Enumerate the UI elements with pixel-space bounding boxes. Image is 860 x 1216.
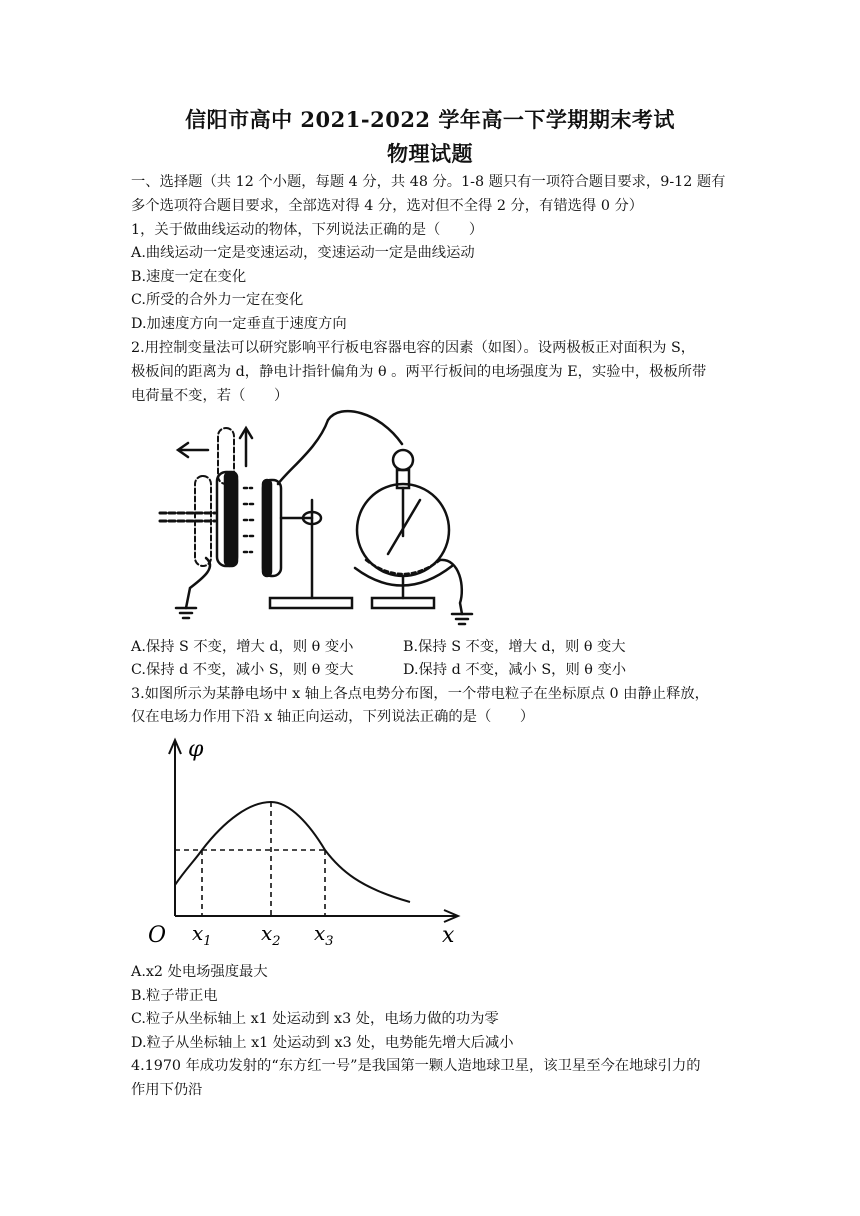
x-axis-label: x [442,923,455,948]
q4-stem-line-2: 作用下仍沿 [131,1082,203,1098]
potential-distribution-graph [140,730,470,955]
q2-option-a: A.保持 S 不变，增大 d，则 θ 变小 [131,639,354,655]
x1-label: $x_1$ [192,921,212,949]
x3-label: $x_3$ [314,921,334,949]
q3-option-c: C.粒子从坐标轴上 x1 处运动到 x3 处，电场力做的功为零 [131,1011,499,1027]
x2-subscript: 2 [272,934,281,949]
q1-option-b: B.速度一定在变化 [131,269,247,285]
q2-stem-line-3: 电荷量不变，若（ ） [131,388,289,404]
q2-stem-line-2: 极板间的距离为 d，静电计指针偏角为 θ 。两平行板间的电场强度为 E，实验中，极板所带 [131,364,707,380]
q2-stem-line-1: 2.用控制变量法可以研究影响平行板电容器电容的因素（如图）。设两极板正对面积为 S， [131,340,696,356]
x3-subscript: 3 [325,934,334,949]
potential-curve [175,802,410,902]
q2-option-b: B.保持 S 不变，增大 d，则 θ 变大 [403,639,626,655]
q1-option-a: A.曲线运动一定是变速运动，变速运动一定是曲线运动 [131,245,475,261]
section-heading-line-1: 一、选择题（共 12 个小题，每题 4 分，共 48 分。1-8 题只有一项符合题目要求，9-12 题有 [131,174,726,190]
origin-label: O [148,923,167,948]
q4-stem-line-1: 4.1970 年成功发射的“东方红一号”是我国第一颗人造地球卫星，该卫星至今在地球引力的 [131,1058,701,1074]
section-heading-line-2: 多个选项符合题目要求，全部选对得 4 分，选对但不全得 2 分，有错选得 0 分） [131,198,644,214]
capacitor-electrometer-figure [140,408,500,628]
x2-label: $x_2$ [261,921,281,949]
q3-stem-line-2: 仅在电场力作用下沿 x 轴正向运动，下列说法正确的是（ ） [131,709,535,725]
x1-subscript: 1 [203,934,212,949]
exam-title: 信阳市高中 2021-2022 学年高一下学期期末考试 [185,107,675,132]
q3-option-a: A.x2 处电场强度最大 [131,964,268,980]
q3-option-b: B.粒子带正电 [131,988,218,1004]
q1-option-d: D.加速度方向一定垂直于速度方向 [131,316,347,332]
exam-subject-title: 物理试题 [387,141,473,166]
q2-option-d: D.保持 d 不变，减小 S，则 θ 变小 [403,662,627,678]
q2-option-c: C.保持 d 不变，减小 S，则 θ 变大 [131,662,354,678]
q1-stem: 1，关于做曲线运动的物体，下列说法正确的是（ ） [131,222,484,238]
q3-option-d: D.粒子从坐标轴上 x1 处运动到 x3 处，电势能先增大后减小 [131,1035,514,1051]
y-axis-label: φ [188,737,204,762]
q1-option-c: C.所受的合外力一定在变化 [131,292,304,308]
q3-stem-line-1: 3.如图所示为某静电场中 x 轴上各点电势分布图，一个带电粒子在坐标原点 0 由静止释放， [131,686,709,702]
